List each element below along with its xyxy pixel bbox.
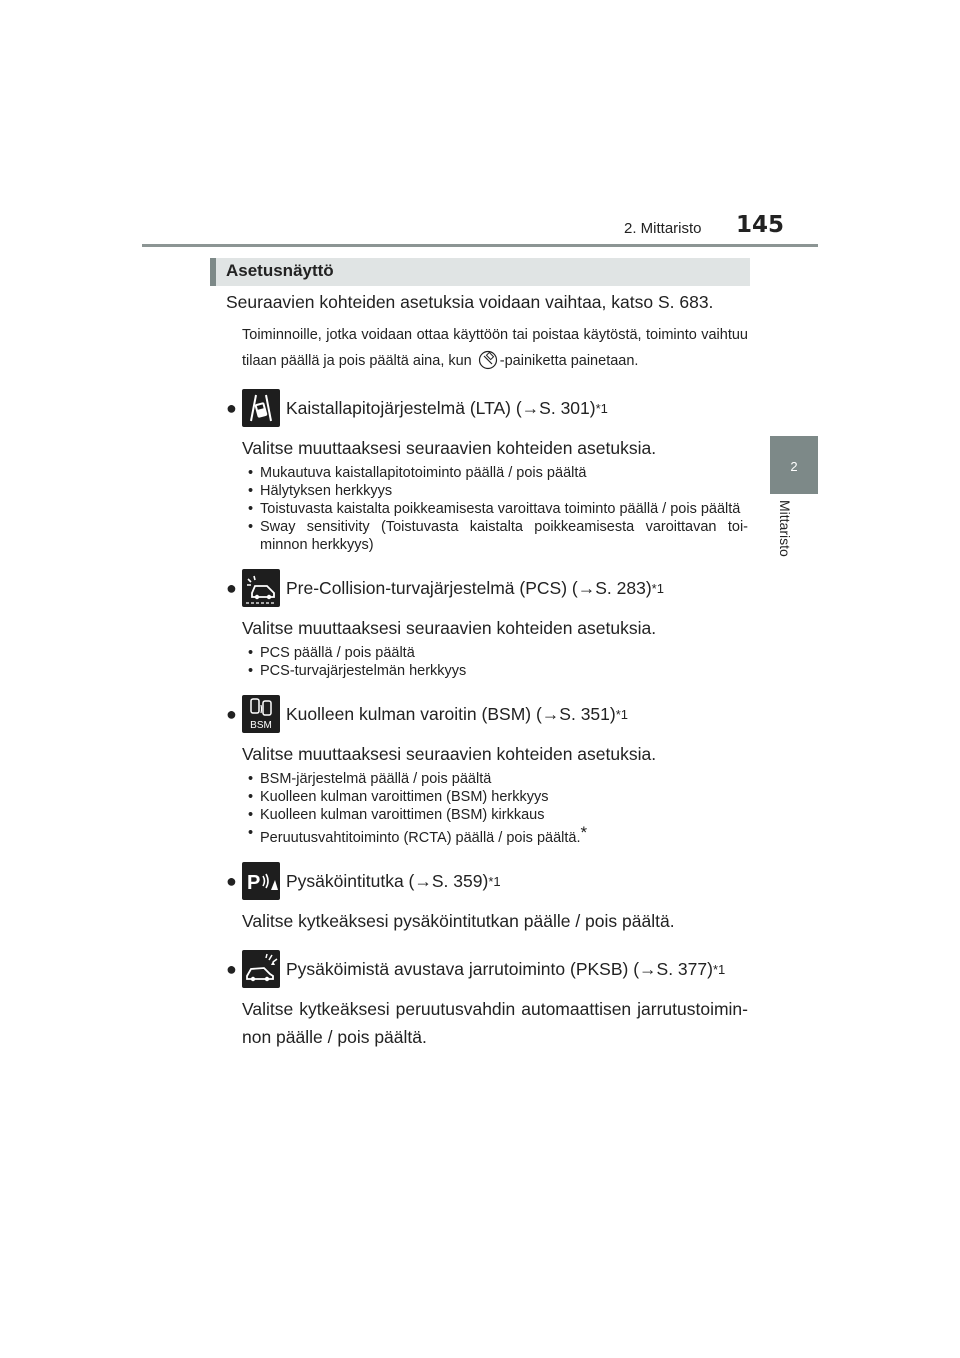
bsm-icon-text: BSM (250, 720, 272, 731)
feature-options (242, 770, 748, 847)
bullet-icon: ● (226, 397, 237, 418)
main-content (226, 288, 748, 1053)
feature-description: Valitse muuttaaksesi seuraavien kohteiden asetuksia. (242, 744, 657, 764)
footnote-mark: *1 (595, 400, 608, 416)
feature-item-lta (226, 388, 748, 554)
note-text-part2: -painiketta painetaan. (499, 353, 639, 369)
note-text (242, 322, 748, 374)
page-number: 145 (736, 212, 785, 238)
feature-item-pcs (226, 568, 748, 680)
bullet-icon: ● (226, 870, 237, 891)
section-heading: Asetusnäyttö (226, 261, 334, 280)
footnote-mark: * (580, 823, 588, 842)
header-section-title: 2. Mittaristo (624, 220, 702, 237)
list-item: • PCS päällä / pois päältä (242, 644, 748, 662)
footnote-mark: *1 (615, 706, 629, 722)
display-button-icon (478, 350, 498, 370)
pre-collision-system-icon (242, 569, 280, 607)
feature-title: Pysäköimistä avustava jarrutoiminto (PKSB) (→S. 377) (286, 958, 713, 979)
svg-text:P: P (247, 872, 261, 894)
feature-item-parking-sensor (226, 861, 748, 935)
feature-description: Valitse muuttaaksesi seuraavien kohteiden asetuksia. (242, 438, 657, 458)
list-item: • PCS-turvajärjestelmän herkkyys (242, 662, 748, 680)
parking-support-brake-icon (242, 950, 280, 988)
feature-title: Pysäköintitutka (→S. 359) (286, 870, 489, 891)
feature-item-bsm (226, 694, 748, 847)
list-item: • Toistuvasta kaistalta poikkeamisesta varoittava toiminto päällä / pois päältä (242, 500, 748, 518)
header-rule (142, 244, 818, 247)
chapter-tab-number: 2 (790, 459, 798, 474)
list-item-text: Peruutusvahtitoiminto (RCTA) päällä / pois päältä. (260, 830, 581, 846)
feature-heading (226, 949, 748, 989)
section-heading-stripe (210, 258, 216, 286)
list-item: • Kuolleen kulman varoittimen (BSM) kirkkaus (242, 806, 748, 824)
feature-title: Kaistallapitojärjestelmä (LTA) (→S. 301) (286, 397, 596, 418)
note-text-part1: Toiminnoille, jotka voidaan ottaa käyttöön tai poistaa käytöstä, toiminto vaihtuu tilaan päällä ja pois päältä aina, kun (242, 327, 748, 369)
feature-title: Kuolleen kulman varoitin (BSM) (→S. 351) (286, 703, 616, 724)
feature-options (242, 644, 748, 680)
feature-description: Valitse kytkeäksesi pysäköintitutkan päälle / pois päältä. (242, 911, 675, 931)
chapter-tab (770, 436, 818, 494)
feature-heading (226, 694, 748, 734)
list-item: • Hälytyksen herkkyys (242, 482, 748, 500)
lane-tracing-assist-icon (242, 389, 280, 427)
intro-text: Seuraavien kohteiden asetuksia voidaan vaihtaa, katso S. 683. (226, 292, 714, 312)
feature-heading (226, 388, 748, 428)
list-item: • Kuolleen kulman varoittimen (BSM) herkkyys (242, 788, 748, 806)
list-item: • Mukautuva kaistallapitotoiminto päällä / pois päältä (242, 464, 748, 482)
feature-description: Valitse kytkeäksesi peruutusvahdin automaattisen jarrutustoimin-non päälle / pois päältä. (242, 999, 748, 1047)
list-item (242, 824, 748, 847)
list-item: • BSM-järjestelmä päällä / pois päältä (242, 770, 748, 788)
section-heading-bar (210, 258, 750, 286)
bullet-icon: ● (226, 577, 237, 598)
bullet-icon: ● (226, 703, 237, 724)
feature-item-pksb (226, 949, 748, 1051)
feature-heading (226, 861, 748, 901)
footnote-mark: *1 (712, 961, 726, 977)
feature-options (242, 464, 748, 554)
parking-sensor-icon (242, 862, 280, 900)
feature-title: Pre-Collision-turvajärjestelmä (PCS) (→S. 283) (286, 577, 652, 598)
footnote-mark: *1 (651, 580, 664, 596)
footnote-mark: *1 (488, 873, 501, 889)
feature-description: Valitse muuttaaksesi seuraavien kohteiden asetuksia. (242, 618, 657, 638)
list-item: • Sway sensitivity (Toistuvasta kaistalta poikkeamisesta varoittavan toi-minnon herkkyys) (242, 518, 748, 554)
blind-spot-monitor-icon (242, 695, 280, 733)
feature-heading (226, 568, 748, 608)
chapter-tab-label: Mittaristo (777, 500, 793, 557)
bullet-icon: ● (226, 958, 237, 979)
